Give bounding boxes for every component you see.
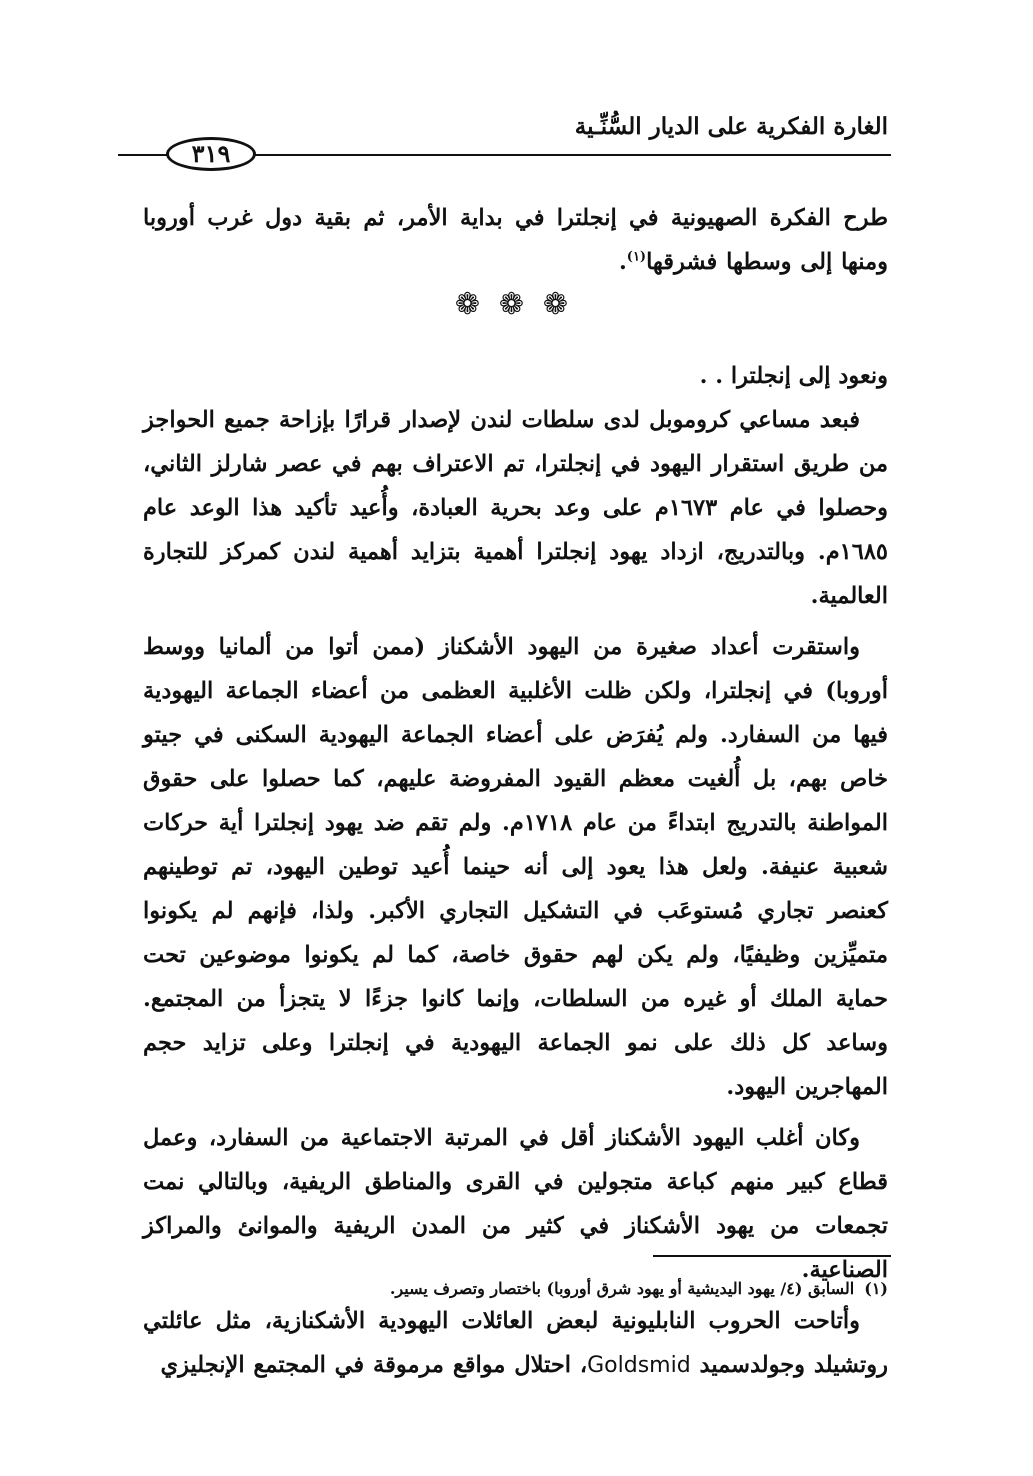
flower-ornament-icon: ❁ [542,287,569,322]
footnote-reference[interactable]: (١) [626,249,647,265]
flower-ornament-icon: ❁ [498,287,525,322]
paragraph [143,1299,888,1388]
main-text [143,398,888,1395]
footnote-separator [653,1255,891,1257]
flower-ornament-icon: ❁ [454,287,481,322]
paragraph: فبعد مساعي كروموبل لدى سلطات لندن لإصدار قرارًا بإزاحة جميع الحواجز من طريق استقرار اليهود في إنجلترا، تم الاعتراف بهم في عصر شارلز الثاني، وحصلوا في عام ١٦٧٣م على وعد بحرية العبادة، وأُعيد تأكيد هذا الوعد عام ١٦٨٥م. وبالتدريج، ازداد يهود إنجلترا أهمية بتزايد أهمية لندن كمركز للتجارة العالمية. [143,407,888,609]
section-divider [0,285,1033,325]
page-number-badge [166,137,256,171]
paragraph: واستقرت أعداد صغيرة من اليهود الأشكناز (ممن أتوا من ألمانيا ووسط أوروبا) في إنجلترا، ولكن ظلت الأغلبية العظمى من أعضاء الجماعة اليهودية فيها من السفارد. ولم يُفرَض على أعضاء الجماعة اليهودية السكنى في جيتو خاص بهم، بل أُلغيت معظم القيود المفروضة عليهم، كما حصلوا على حقوق المواطنة بالتدريج ابتداءً من عام ١٧١٨م. ولم تقم ضد يهود إنجلترا أية حركات شعبية عنيفة. ولعل هذا يعود إلى أنه حينما أُعيد توطين اليهود، تم توطينهم كعنصر تجاري مُستوعَب في التشكيل التجاري الأكبر. ولذا، فإنهم لم يكونوا متميِّزين وظيفيًا، ولم يكن لهم حقوق خاصة، كما لم يكونوا موضوعين تحت حماية الملك أو غيره من السلطات، وإنما كانوا جزءًا لا يتجزأ من المجتمع. وساعد كل ذلك على نمو الجماعة اليهودية في إنجلترا وعلى تزايد حجم المهاجرين اليهود. [143,634,888,1100]
footnote-text: السابق (٤/ يهود اليديشية أو يهود شرق أوروبا) باختصار وتصرف يسير. [389,1279,855,1298]
opening-paragraph [143,196,888,284]
running-title: الغارة الفكرية على الديار السُّنِّـية [574,113,888,140]
intro-line: ونعود إلى إنجلترا . . [699,363,888,389]
latin-name: Goldsmid [587,1353,691,1378]
paragraph-text-continued: ، احتلال مواقع مرموقة في المجتمع الإنجليزي [160,1352,588,1378]
opening-paragraph-text: طرح الفكرة الصهيونية في إنجلترا في بداية الأمر، ثم بقية دول غرب أوروبا ومنها إلى وسطها فشرقها [143,205,888,275]
opening-paragraph-end: . [618,249,627,275]
footnote [390,1276,888,1302]
footnote-marker: (١) [864,1279,888,1298]
page-number: ٣١٩ [191,139,231,168]
paragraph: وكان أغلب اليهود الأشكناز أقل في المرتبة الاجتماعية من السفارد، وعمل قطاع كبير منهم كباعة متجولين في القرى والمناطق الريفية، وبالتالي نمت تجمعات من يهود الأشكناز في كثير من المدن الريفية والموانئ والمراكز الصناعية. [143,1125,888,1283]
paragraph-text: وأتاحت الحروب النابليونية لبعض العائلات اليهودية الأشكنازية، مثل عائلتي روتشيلد وجولدسميد [143,1308,888,1378]
